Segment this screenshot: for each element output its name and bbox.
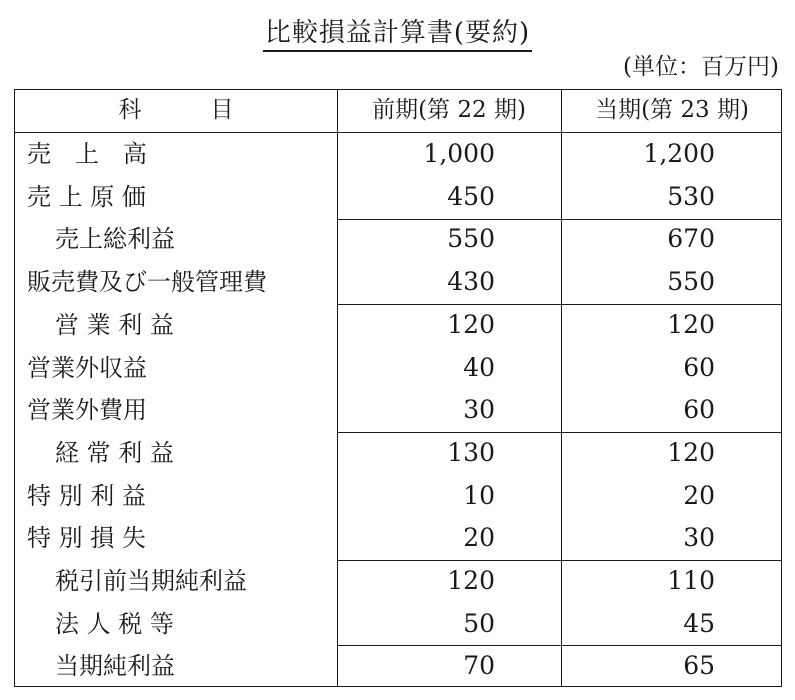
table-row bbox=[15, 176, 781, 219]
header-item: 科 目 bbox=[118, 97, 234, 123]
curr-value: 45 bbox=[683, 608, 715, 638]
header-prev-period: 前期(第 22 期) bbox=[372, 97, 526, 123]
income-statement-table bbox=[14, 89, 782, 687]
curr-value: 30 bbox=[683, 523, 715, 553]
prev-value: 120 bbox=[447, 566, 495, 595]
table-row bbox=[15, 218, 781, 261]
row-label: 営 業 利 益 bbox=[55, 310, 174, 339]
table-row bbox=[15, 517, 781, 560]
prev-value: 40 bbox=[463, 352, 495, 382]
prev-value: 450 bbox=[447, 181, 495, 211]
prev-value: 70 bbox=[463, 651, 495, 681]
table-row bbox=[15, 347, 781, 390]
row-label: 売上総利益 bbox=[55, 225, 175, 254]
table-row bbox=[15, 304, 781, 347]
curr-value: 65 bbox=[683, 651, 715, 681]
prev-value: 430 bbox=[447, 267, 495, 297]
prev-value: 550 bbox=[447, 224, 495, 254]
statement-title: 比較損益計算書(要約) bbox=[0, 12, 795, 49]
row-label: 売 上 高 bbox=[27, 140, 147, 168]
prev-value: 30 bbox=[463, 395, 495, 425]
table-row bbox=[15, 389, 781, 432]
curr-value: 120 bbox=[667, 309, 715, 339]
header-curr-period: 当期(第 23 期) bbox=[595, 97, 749, 123]
row-label: 売 上 原 価 bbox=[27, 182, 146, 211]
row-label: 法 人 税 等 bbox=[55, 609, 174, 638]
prev-value: 1,000 bbox=[423, 139, 495, 168]
curr-value: 110 bbox=[667, 566, 715, 595]
curr-value: 550 bbox=[667, 267, 715, 297]
table-row bbox=[15, 475, 781, 518]
prev-value: 130 bbox=[447, 437, 495, 467]
row-label: 販売費及び一般管理費 bbox=[27, 268, 267, 297]
prev-value: 120 bbox=[447, 309, 495, 339]
curr-value: 120 bbox=[667, 437, 715, 467]
table-row bbox=[15, 645, 781, 688]
curr-value: 1,200 bbox=[643, 139, 715, 168]
row-label: 特 別 損 失 bbox=[27, 524, 146, 553]
row-label: 特 別 利 益 bbox=[27, 481, 146, 510]
unit-note: (単位：百万円) bbox=[623, 54, 779, 80]
curr-value: 530 bbox=[667, 181, 715, 211]
table-row bbox=[15, 432, 781, 475]
row-label: 経 常 利 益 bbox=[55, 438, 174, 467]
row-label: 営業外収益 bbox=[27, 353, 147, 382]
curr-value: 60 bbox=[683, 352, 715, 382]
table-row bbox=[15, 560, 781, 603]
curr-value: 20 bbox=[683, 480, 715, 510]
prev-value: 50 bbox=[463, 608, 495, 638]
curr-value: 60 bbox=[683, 395, 715, 425]
row-label: 税引前当期純利益 bbox=[55, 567, 247, 595]
table-row bbox=[15, 603, 781, 646]
curr-value: 670 bbox=[667, 224, 715, 254]
table-header bbox=[15, 90, 781, 133]
row-label: 営業外費用 bbox=[27, 396, 147, 425]
table-row bbox=[15, 261, 781, 304]
table-row bbox=[15, 133, 781, 176]
prev-value: 20 bbox=[463, 523, 495, 553]
row-label: 当期純利益 bbox=[55, 652, 175, 681]
prev-value: 10 bbox=[463, 480, 495, 510]
